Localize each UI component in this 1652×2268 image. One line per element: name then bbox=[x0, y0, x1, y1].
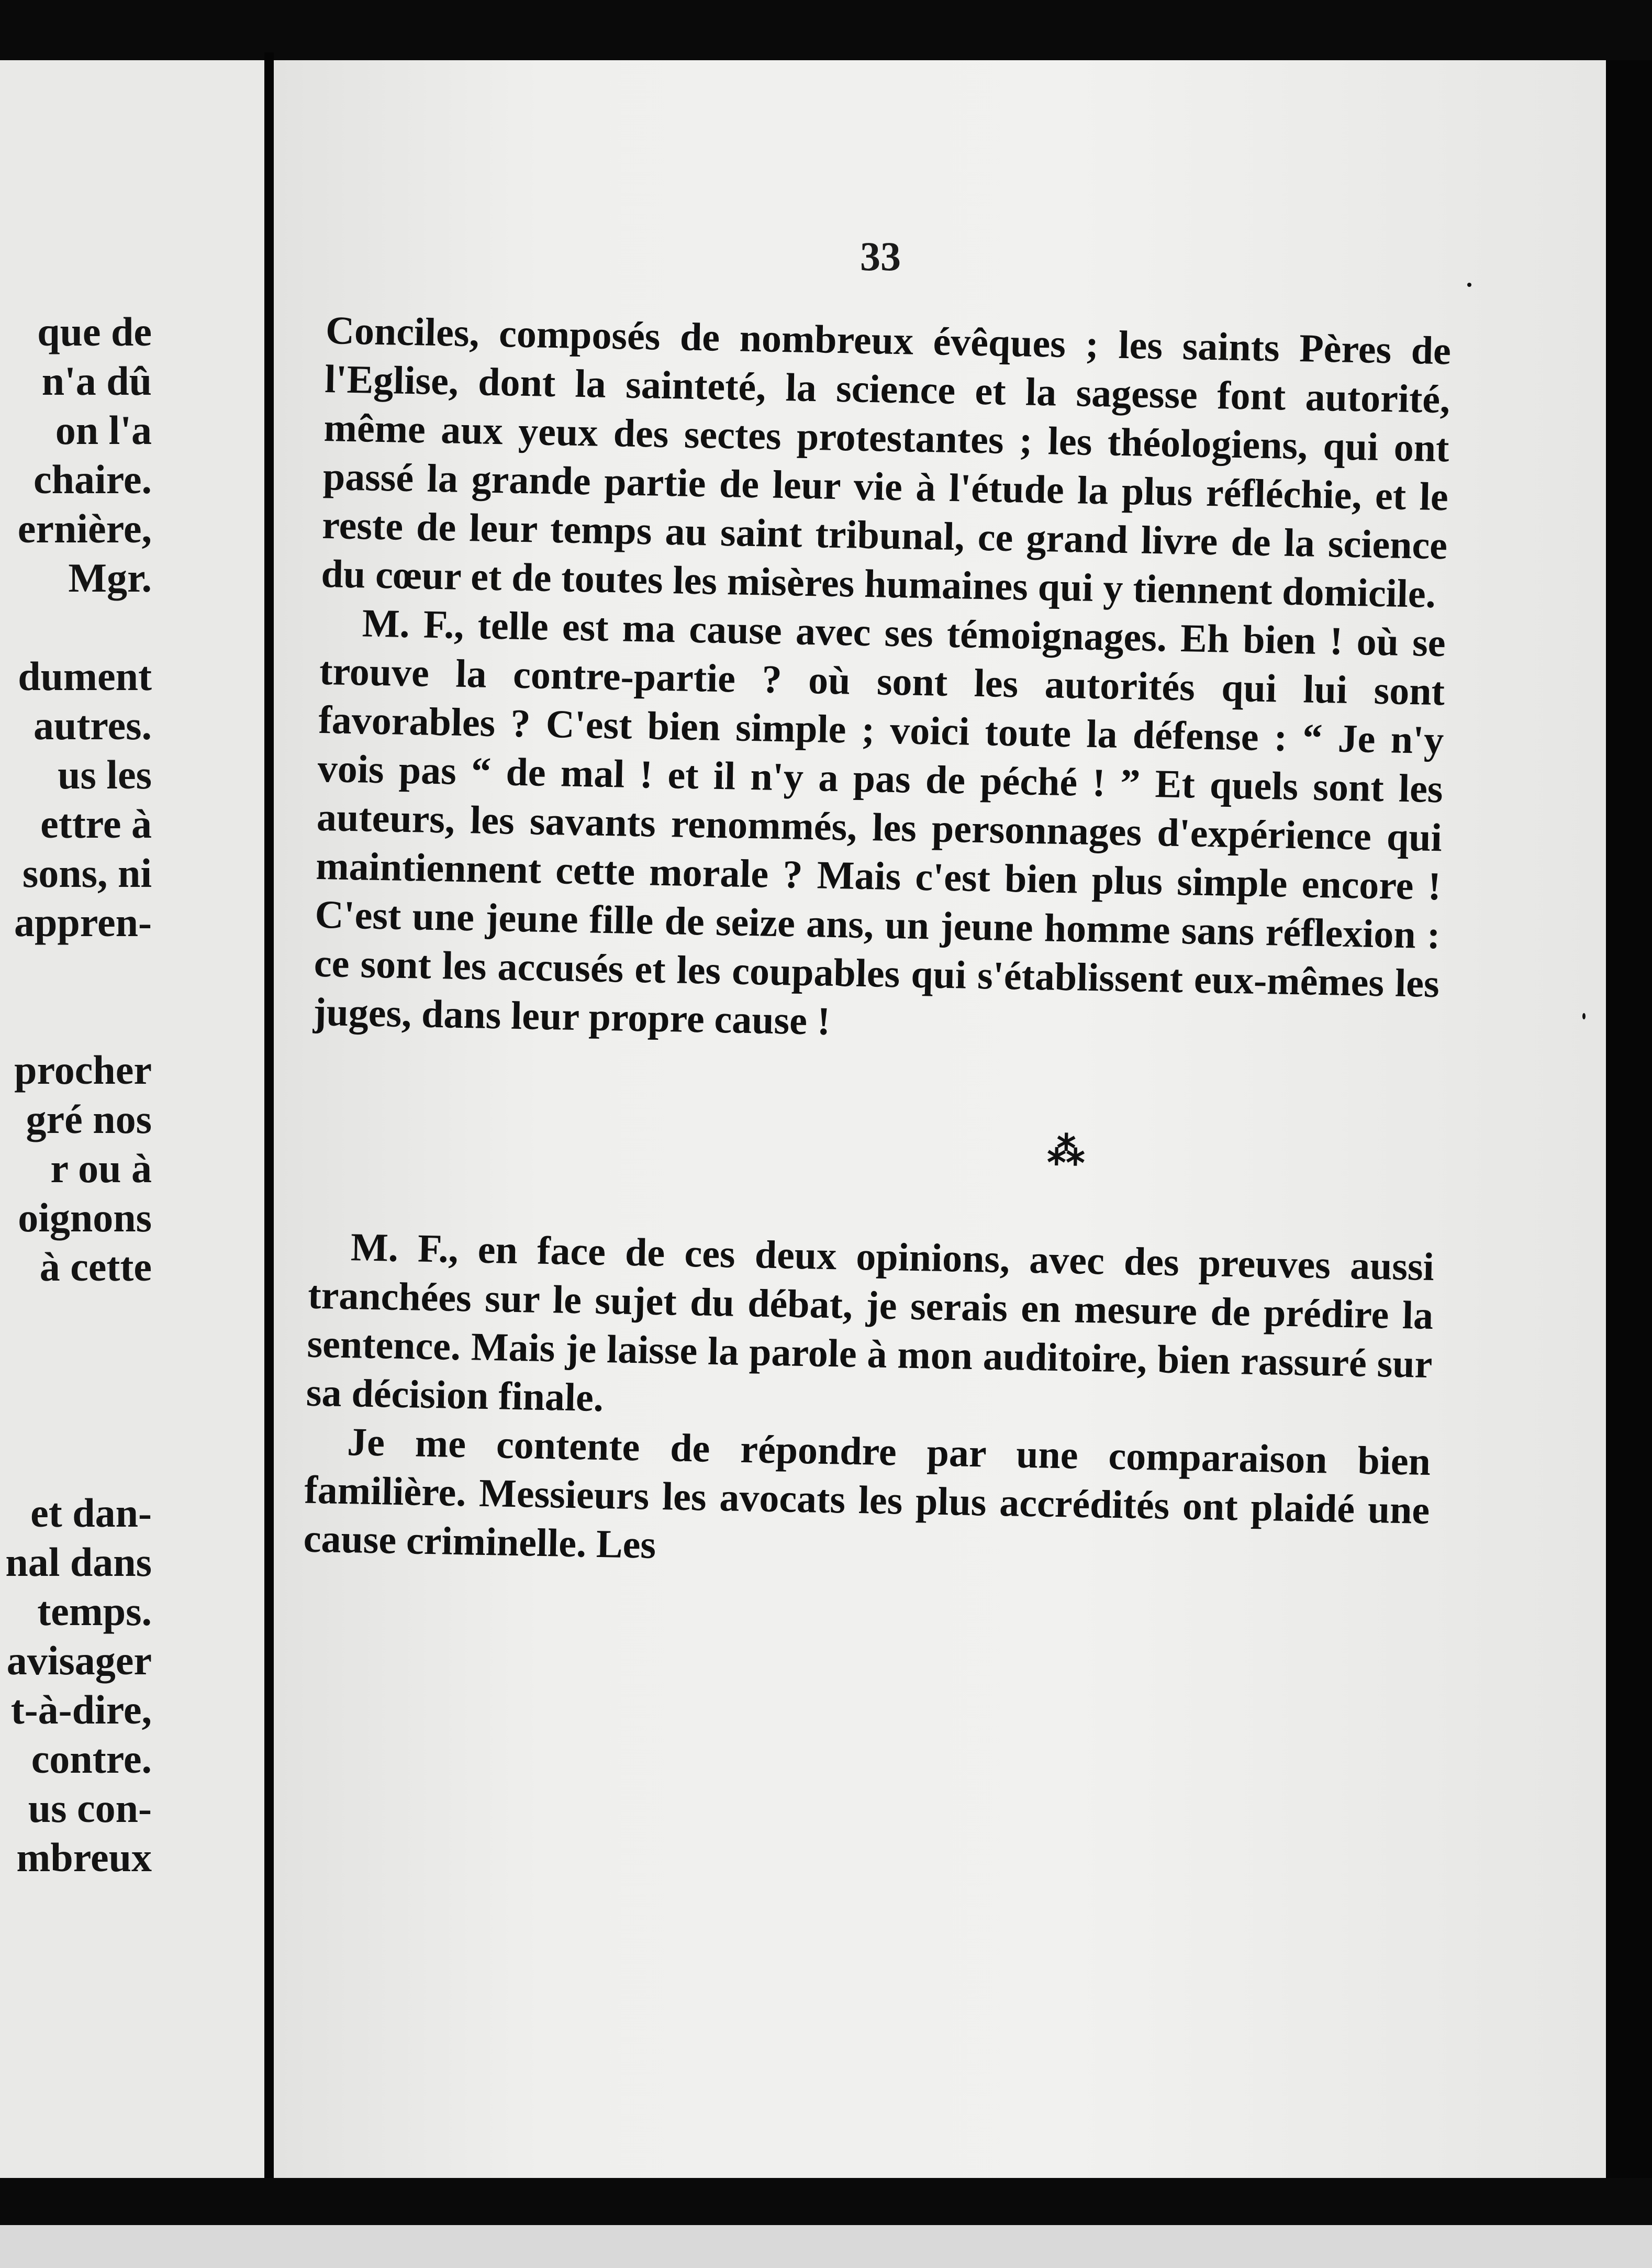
facing-page-line: à cette bbox=[39, 1244, 152, 1289]
paragraph-2: M. F., telle est ma cause avec ses témoignages. Eh bien ! où se trouve la contre-partie ? où sont les autorités qui lui sont favorables ? C'est bien simple ; voici toute la défense : “ Je n'y vois pas “ de mal ! et il n'y a pas de péché ! ” Et quels sont les auteurs, les savants renommés, les personnages d'expérience qui maintiennent cette morale ? Mais c'est bien plus simple encore ! C'est une jeune fille de seize ans, un jeune homme sans réflexion : ce sont les accusés et les coupables qui s'établissent eux-mêmes les juges, dans leur propre cause ! bbox=[312, 601, 1446, 1043]
facing-page-line: procher bbox=[14, 1047, 152, 1093]
facing-page-line: contre. bbox=[31, 1736, 152, 1782]
facing-page-line: temps. bbox=[37, 1588, 152, 1634]
scan-speck bbox=[1582, 1013, 1586, 1019]
facing-page-line: ernière, bbox=[17, 506, 152, 551]
facing-page-line: us con- bbox=[28, 1785, 152, 1831]
facing-page-line: nal dans bbox=[5, 1539, 152, 1585]
facing-page-line: dument bbox=[18, 653, 152, 699]
facing-page-line: gré nos bbox=[26, 1096, 152, 1142]
facing-page-line: us les bbox=[58, 752, 152, 797]
book-page bbox=[274, 60, 1606, 2178]
scan-top-border bbox=[0, 0, 1652, 60]
facing-page-line: mbreux bbox=[16, 1835, 152, 1880]
facing-page-line: ettre à bbox=[40, 801, 152, 847]
paragraph-4: Je me contente de répondre par une comparaison bien familière. Messieurs les avocats les plus accrédités ont plaidé une cause criminelle. Les bbox=[303, 1420, 1431, 1567]
facing-page-line: n'a dû bbox=[41, 358, 152, 404]
facing-page-text bbox=[0, 60, 264, 2178]
facing-page-line: on l'a bbox=[55, 407, 152, 453]
facing-page-line: et dan- bbox=[30, 1490, 152, 1536]
facing-page-line: appren- bbox=[14, 899, 152, 945]
book-gutter bbox=[264, 52, 274, 2188]
facing-page-line: avisager bbox=[6, 1638, 152, 1683]
facing-page-line: oignons bbox=[18, 1195, 152, 1240]
facing-page-line: r ou à bbox=[50, 1146, 152, 1191]
facing-page-line: chaire. bbox=[33, 457, 152, 502]
facing-page-line: que de bbox=[37, 309, 152, 354]
page-number: 33 bbox=[860, 234, 901, 279]
paragraph-3: M. F., en face de ces deux opinions, avec des preuves aussi tranchées sur le sujet du débat, je serais en mesure de prédire la sentence. Mais je laisse la parole à mon auditoire, bien rassuré sur sa décision finale. bbox=[306, 1225, 1435, 1420]
scan-bottom-strip bbox=[0, 2225, 1652, 2268]
section-asterism: ⁂ bbox=[1046, 1130, 1088, 1173]
facing-page-line: Mgr. bbox=[68, 555, 152, 601]
paragraph-1: Conciles, composés de nombreux évêques ; les saints Pères de l'Eglise, dont la sainteté, la science et la sagesse font autorité, même aux yeux des sectes protestantes ; les théologiens, qui ont passé la grande partie de leur vie à l'étude la plus réfléchie, et le reste de leur temps au saint tribunal, ce grand livre de la science du cœur et de toutes les misères humaines qui y tiennent domicile. bbox=[320, 308, 1452, 616]
facing-page-line: t-à-dire, bbox=[10, 1687, 152, 1732]
scan-right-border bbox=[1606, 60, 1652, 2178]
facing-page-left bbox=[0, 60, 264, 2178]
scan-speck bbox=[1467, 283, 1471, 287]
facing-page-line: autres. bbox=[33, 703, 152, 748]
page-body bbox=[303, 306, 1452, 1584]
facing-page-line: sons, ni bbox=[22, 850, 152, 896]
